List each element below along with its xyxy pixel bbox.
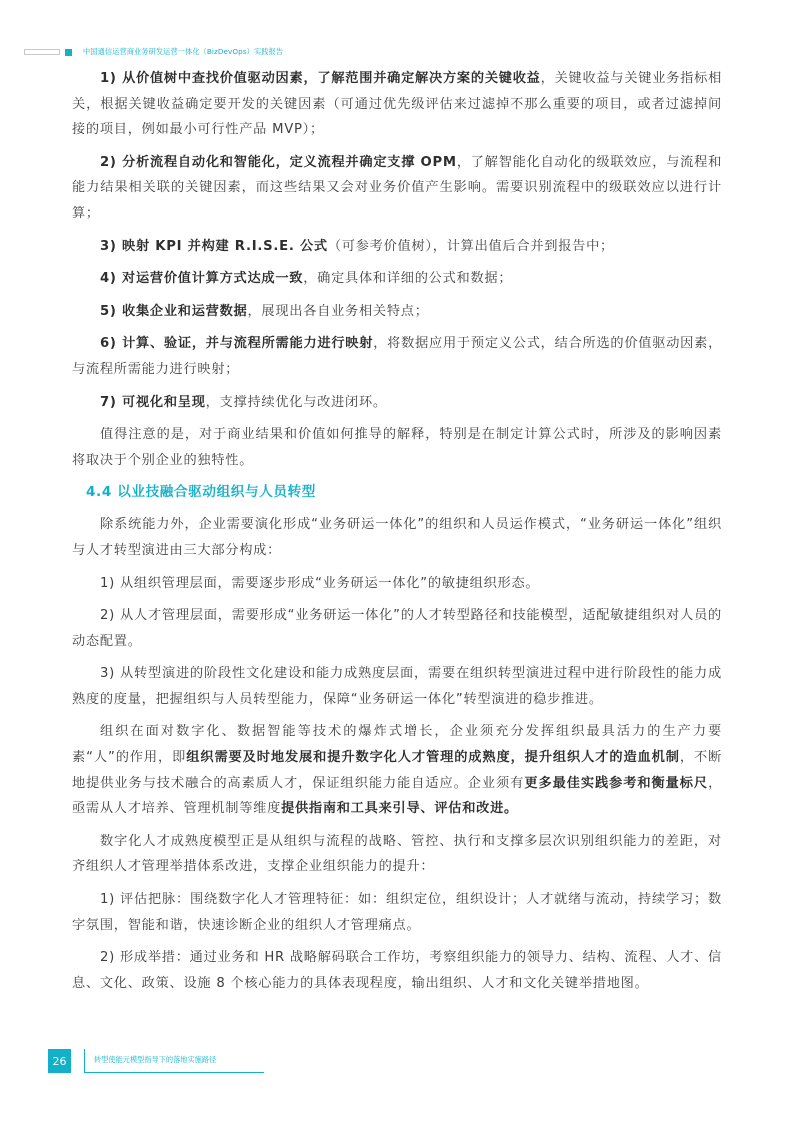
header-decoration-box: [24, 49, 60, 55]
chapter-title: 转型使能元模型指导下的落地实施路径: [94, 1055, 217, 1064]
section-intro: 除系统能力外，企业需要演化形成“业务研运一体化”的组织和人员运作模式，“业务研运一体化”组织与人才转型演进由三大部分构成：: [72, 517, 722, 558]
measure-item: 2) 形成举措：通过业务和 HR 战略解码联合工作坊，考察组织能力的领导力、结构、流程、人才、信息、文化、政策、设施 8 个核心能力的具体表现程度，输出组织、人才和文化关键举措地图。: [72, 950, 722, 991]
note-paragraph: 值得注意的是，对于商业结果和价值如何推导的解释，特别是在制定计算公式时，所涉及的影响因素将取决于个别企业的独特性。: [72, 427, 722, 468]
step-item: 1) 从价值树中查找价值驱动因素，了解范围并确定解决方案的关键收益，关键收益与关键业务指标相关，根据关键收益确定要开发的关键因素（可通过优先级评估来过滤掉不那么重要的项目，或者过滤掉间接的项目，例如最小可行性产品 MVP）；: [72, 71, 723, 138]
running-header: [24, 46, 283, 58]
page-number: 26: [48, 1049, 71, 1073]
step-item: 4) 对运营价值计算方式达成一致，确定具体和详细的公式和数据；: [100, 271, 513, 287]
transformation-part: 2) 从人才管理层面，需要形成“业务研运一体化”的人才转型路径和技能模型，适配敏捷组织对人员的动态配置。: [72, 608, 722, 649]
transformation-part: 3) 从转型演进的阶段性文化建设和能力成熟度层面，需要在组织转型演进过程中进行阶段性的能力成熟度的度量，把握组织与人员转型能力，保障“业务研运一体化”转型演进的稳步推进。: [72, 666, 722, 707]
step-item: 7) 可视化和呈现，支撑持续优化与改进闭环。: [100, 394, 387, 410]
organization-paragraph: 组织在面对数字化、数据智能等技术的爆炸式增长，企业须充分发挥组织最具活力的生产力要素“人”的作用，即组织需要及时地发展和提升数字化人才管理的成熟度，提升组织人才的造血机制，不断地提供业务与技术融合的高素质人才，保证组织能力能自适应。企业须有更多最佳实践参考和衡量标尺，亟需从人才培养、管理机制等维度提供指南和工具来引导、评估和改进。: [72, 724, 723, 817]
step-item: 5) 收集企业和运营数据，展现出各自业务相关特点；: [100, 303, 429, 319]
transformation-part: 1) 从组织管理层面，需要逐步形成“业务研运一体化”的敏捷组织形态。: [100, 575, 540, 591]
page-body: [72, 66, 722, 1003]
maturity-model-paragraph: 数字化人才成熟度模型正是从组织与流程的战略、管控、执行和支撑多层次识别组织能力的差距，对齐组织人才管理举措体系改进，支撑企业组织能力的提升：: [72, 833, 722, 875]
section-heading: 4.4 以业技融合驱动组织与人员转型: [86, 484, 316, 501]
step-item: 6) 计算、验证，并与流程所需能力进行映射，将数据应用于预定义公式，结合所选的价值驱动因素，与流程所需能力进行映射；: [72, 336, 723, 377]
document-title: 中国通信运营商业务研发运营一体化（BizDevOps）实践报告: [83, 47, 284, 56]
step-item: 3) 映射 KPI 并构建 R.I.S.E. 公式（可参考价值树），计算出值后合并到报告中；: [100, 238, 614, 254]
header-accent-square: [65, 49, 72, 56]
step-item: 2) 分析流程自动化和智能化，定义流程并确定支撑 OPM，了解智能化自动化的级联效应，与流程和能力结果相关联的关键因素，而这些结果又会对业务价值产生影响。需要识别流程中的级联效应以进行计算；: [72, 154, 723, 221]
measure-item: 1) 评估把脉：围绕数字化人才管理特征：如：组织定位，组织设计；人才就绪与流动，持续学习；数字氛围，智能和谐，快速诊断企业的组织人才管理痛点。: [72, 892, 722, 933]
